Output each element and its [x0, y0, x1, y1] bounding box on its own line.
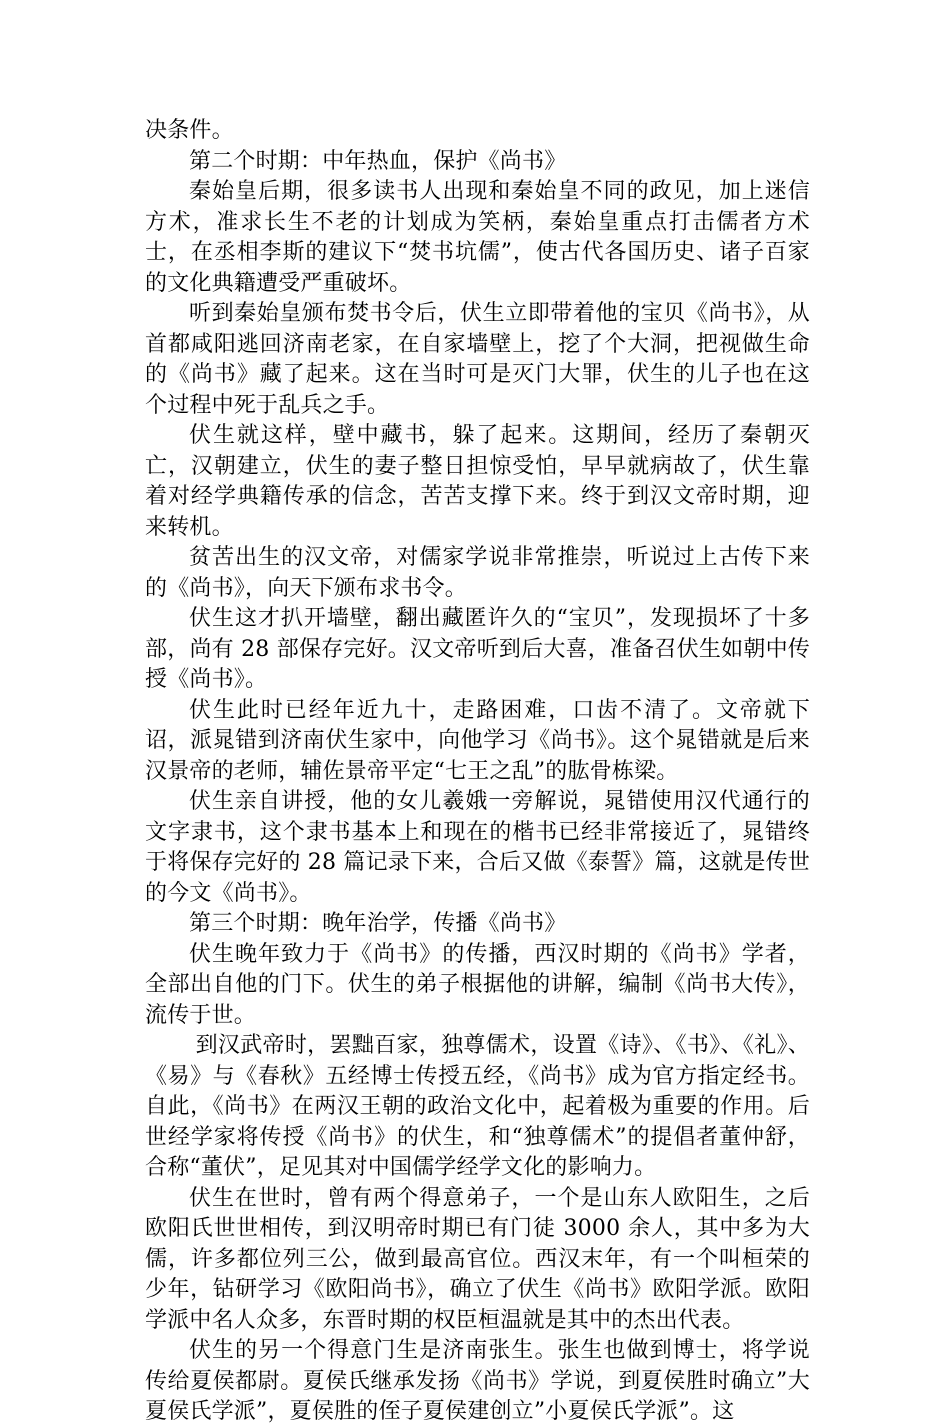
paragraph: 听到秦始皇颁布焚书令后，伏生立即带着他的宝贝《尚书》，从首都咸阳逃回济南老家，在自家墙壁上，挖了个大洞，把视做生命的《尚书》藏了起来。这在当时可是灭门大罪，伏生的儿子也在这个过程中死于乱兵之手。 — [145, 301, 810, 418]
paragraph: 伏生晚年致力于《尚书》的传播，西汉时期的《尚书》学者，全部出自他的门下。伏生的弟子根据他的讲解，编制《尚书大传》，流传于世。 — [145, 941, 810, 1028]
section-heading-period-three: 第三个时期：晚年治学，传播《尚书》 — [189, 911, 567, 936]
paragraph: 伏生此时已经年近九十，走路困难，口齿不清了。文帝就下诏，派晁错到济南伏生家中，向他学习《尚书》。这个晁错就是后来汉景帝的老师，辅佐景帝平定“七王之乱”的肱骨栋梁。 — [145, 697, 810, 784]
paragraph-continuation: 决条件。 — [145, 118, 234, 143]
paragraph: 伏生亲自讲授，他的女儿羲娥一旁解说，晁错使用汉代通行的文字隶书，这个隶书基本上和现在的楷书已经非常接近了，晁错终于将保存完好的 28 篇记录下来，合后又做《泰誓》篇，这就是传世的今文《尚书》。 — [145, 789, 810, 906]
document-body — [145, 116, 810, 1428]
paragraph: 伏生就这样，壁中藏书，躲了起来。这期间，经历了秦朝灭亡，汉朝建立，伏生的妻子整日担惊受怕，早早就病故了，伏生靠着对经学典籍传承的信念，苦苦支撑下来。终于到汉文帝时期，迎来转机。 — [145, 423, 810, 540]
paragraph: 贫苦出生的汉文帝，对儒家学说非常推崇，听说过上古传下来的《尚书》，向天下颁布求书令。 — [145, 545, 810, 601]
paragraph: 伏生的另一个得意门生是济南张生。张生也做到博士，将学说传给夏侯都尉。夏侯氏继承发扬《尚书》学说，到夏侯胜时确立”大夏侯氏学派”，夏侯胜的侄子夏侯建创立”小夏侯氏学派”。这 — [145, 1338, 810, 1424]
paragraph: 伏生这才扒开墙壁，翻出藏匿许久的“宝贝”，发现损坏了十多部，尚有 28 部保存完好。汉文帝听到后大喜，准备召伏生如朝中传授《尚书》。 — [145, 606, 810, 692]
section-heading-period-two: 第二个时期：中年热血，保护《尚书》 — [189, 148, 567, 174]
paragraph: 秦始皇后期，很多读书人出现和秦始皇不同的政见，加上迷信方术，准求长生不老的计划成为笑柄，秦始皇重点打击儒者方术士，在丞相李斯的建议下“焚书坑儒”，使古代各国历史、诸子百家的文化典籍遭受严重破坏。 — [145, 179, 810, 296]
paragraph: 到汉武帝时，罢黜百家，独尊儒术，设置《诗》、《书》、《礼》、《易》与《春秋》五经博士传授五经，《尚书》成为官方指定经书。自此，《尚书》在两汉王朝的政治文化中，起着极为重要的作用。后世经学家将传授《尚书》的伏生，和“独尊儒术”的提倡者董仲舒，合称“董伏”，足见其对中国儒学经学文化的影响力。 — [145, 1033, 810, 1180]
paragraph: 伏生在世时，曾有两个得意弟子，一个是山东人欧阳生，之后欧阳氏世世相传，到汉明帝时期已有门徒 3000 余人，其中多为大儒，许多都位列三公，做到最高官位。西汉末年，有一个叫桓荣的少年，钻研学习《欧阳尚书》，确立了伏生《尚书》欧阳学派。欧阳学派中名人众多，东晋时期的权臣桓温就是其中的杰出代表。 — [145, 1185, 810, 1333]
